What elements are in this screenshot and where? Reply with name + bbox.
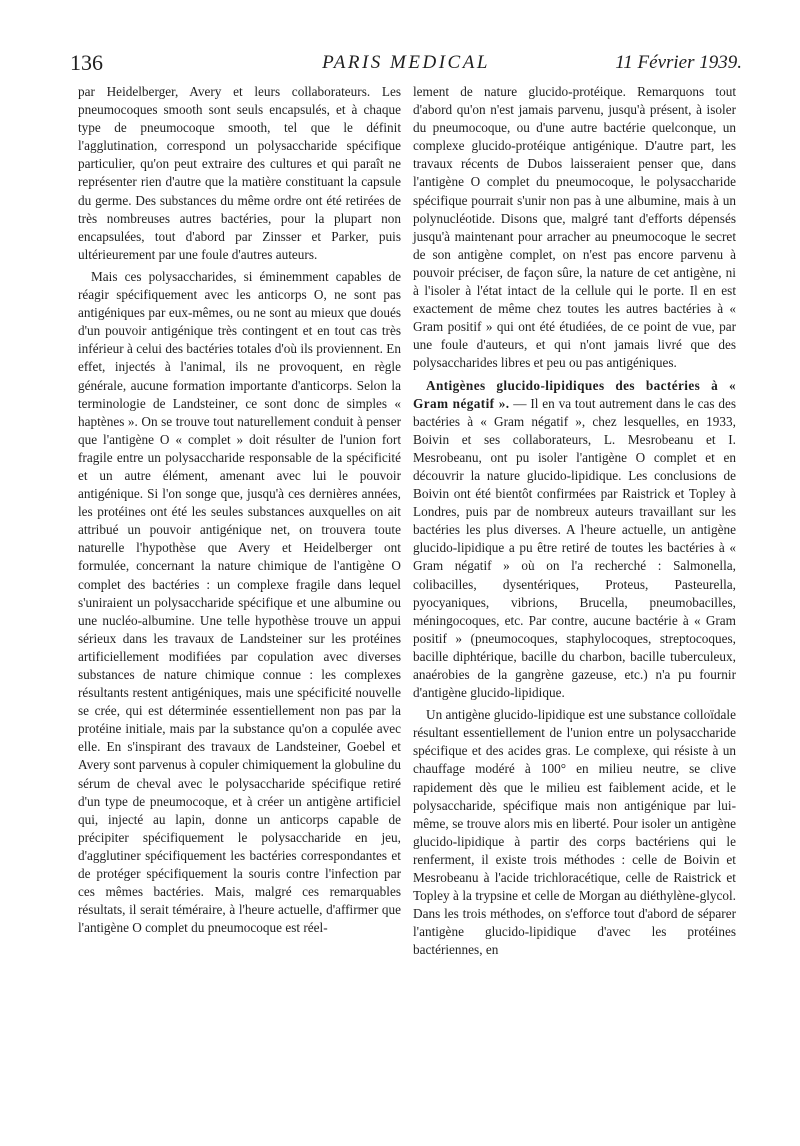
right-column bbox=[413, 83, 736, 960]
page-number: 136 bbox=[70, 50, 103, 75]
paragraph: lement de nature glucido-protéique. Remarquons tout d'abord qu'on n'est jamais parvenu, jusqu'à présent, à isoler du pneumocoque, ou d'une autre bactérie quelconque, un complexe glucido-protéique antigénique. D'autre part, les travaux récents de Dubos laisseraient penser que, dans l'antigène O complet du pneumocoque, le polysaccharide spécifique pourrait s'unir non pas à une albumine, mais à un polynucléotide. Disons que, malgré tant d'efforts dépensés jusqu'à maintenant pour arracher au pneumocoque le secret de son antigène complet, on n'est pas encore parvenu à pouvoir préciser, de façon sûre, la nature de cet antigène, ni à l'isoler à l'état intact de la cellule qui le porte. Il en est exactement de même chez toutes les autres bactéries à « Gram positif » qui ont été étudiées, de ce point de vue, par une foule d'auteurs, et qui n'ont jamais livré que des polysaccharides libres et peu ou pas antigéniques. bbox=[413, 84, 736, 371]
paragraph: par Heidelberger, Avery et leurs collaborateurs. Les pneumocoques smooth sont seuls encapsulés, et à chaque type de pneumocoque smooth, tel que le définit l'agglutination, correspond un polysaccharide spécifique particulier, qu'on peut extraire des cultures et qui paraît ne représenter rien d'autre que la matière constituant la capsule du germe. Des substances du même ordre ont été retirées de très nombreuses autres bactéries, pour la plupart non encapsulées, tout d'abord par Zinsser et Parker, puis ultérieurement par une foule d'autres auteurs. bbox=[78, 84, 401, 262]
issue-date: 11 Février 1939. bbox=[615, 52, 742, 73]
section-text: — Il en va tout autrement dans le cas des bactéries à « Gram négatif », chez lesquelles, en 1933, Boivin et ses collaborateurs, L. Mesrobeanu et I. Mesrobeanu, ont pu isoler l'antigène O complet et en découvrir la nature glucido-lipidique. Les conclusions de Boivin ont été bientôt confirmées par Raistrick et Topley à Londres, puis par de nombreux auteurs travaillant sur les bactéries les plus diverses. A l'heure actuelle, un antigène glucido-lipidique a pu être retiré de toutes les bactéries à « Gram négatif » où on l'a recherché : Salmonella, colibacilles, dysentériques, Proteus, Pasteurella, pyocyaniques, vibrions, Brucella, pneumobacilles, méningocoques, etc. Par contre, aucune bactérie à « Gram positif » (pneumocoques, staphylocoques, streptocoques, bacille diphtérique, bacille du charbon, bacille tuberculeux, anaérobies de la gangrène gazeuse, etc.) n'a pu fournir d'antigène glucido-lipidique. bbox=[413, 395, 737, 701]
section-heading: Antigènes glucido-lipidiques des bactéries à « Gram négatif ». bbox=[413, 377, 736, 411]
paragraph: Un antigène glucido-lipidique est une substance colloïdale résultant essentiellement de l'union entre un polysaccharide spécifique et des acides gras. Le complexe, qui résiste à un chauffage modéré à 100° en milieu neutre, se clive rapidement dès que le milieu est faiblement acide, et le polysaccharide, spécifique mais non antigénique par lui-même, se trouve alors mis en liberté. Pour isoler un antigène glucido-lipidique à partir des corps bactériens qui le renferment, il existe trois méthodes : celle de Boivin et Mesrobeanu à l'acide trichloracétique, celle de Raistrick et Topley à la trypsine et celle de Morgan au diéthylène-glycol. Dans les trois méthodes, on s'efforce tout d'abord de séparer l'antigène glucido-lipidique d'avec les protéines bactériennes, en bbox=[413, 707, 736, 958]
paragraph: Mais ces polysaccharides, si éminemment capables de réagir spécifiquement avec les anticorps O, ne sont pas antigéniques par eux-mêmes, ou ne sont au mieux que doués d'un pouvoir antigénique très contingent et en tout cas très inférieur à celui des bactéries totales d'où ils proviennent. En effet, injectés à l'animal, ils ne provoquent, en règle générale, aucune formation importante d'anticorps. Selon la terminologie de Landsteiner, ce sont donc de simples « haptènes ». On se trouve tout naturellement conduit à penser que l'antigène O « complet » doit résulter de l'union fort fragile entre un polysaccharide responsable de la spécificité et un autre élément, amenant avec lui le pouvoir antigénique. Si l'on songe que, jusqu'à ces dernières années, les protéines ont été les seules substances auxquelles on ait attribué un pouvoir antigénique net, on trouvera toute naturelle l'hypothèse que Avery et Heidelberger ont formulée, concernant la nature chimique de l'antigène O complet des bactéries : un complexe fragile dans lequel s'uniraient un polysaccharide spécifique et une albumine ou une nucléo-albumine. Une telle hypothèse trouve un appui sérieux dans les travaux de Landsteiner sur les protéines artificiellement modifiées par copulation avec diverses substances de nature chimique connue : les complexes résultants restent antigéniques, mais une spécificité nouvelle se crée, qui est déterminée essentiellement non pas par la protéine initiale, mais par la substance qu'on a copulée avec elle. En s'inspirant des travaux de Landsteiner, Goebel et Avery sont parvenus à copuler chimiquement la globuline du sérum de cheval avec le polysaccharide spécifique retiré d'un type de pneumocoque, et à créer un antigène artificiel qui, injecté au lapin, donne un anticorps capable de précipiter spécifiquement le polysaccharide en jeu, d'agglutiner spécifiquement les bactéries correspondantes et de protéger spécifiquement la souris contre l'infection par ces mêmes bactéries. Mais, malgré ces remarquables résultats, il serait téméraire, à l'heure actuelle, d'affirmer que l'antigène O complet du pneumocoque est réel- bbox=[78, 268, 401, 936]
page-header bbox=[70, 50, 742, 84]
left-column bbox=[78, 83, 401, 937]
section-paragraph bbox=[413, 377, 736, 703]
journal-title: PARIS MEDICAL bbox=[322, 52, 490, 73]
